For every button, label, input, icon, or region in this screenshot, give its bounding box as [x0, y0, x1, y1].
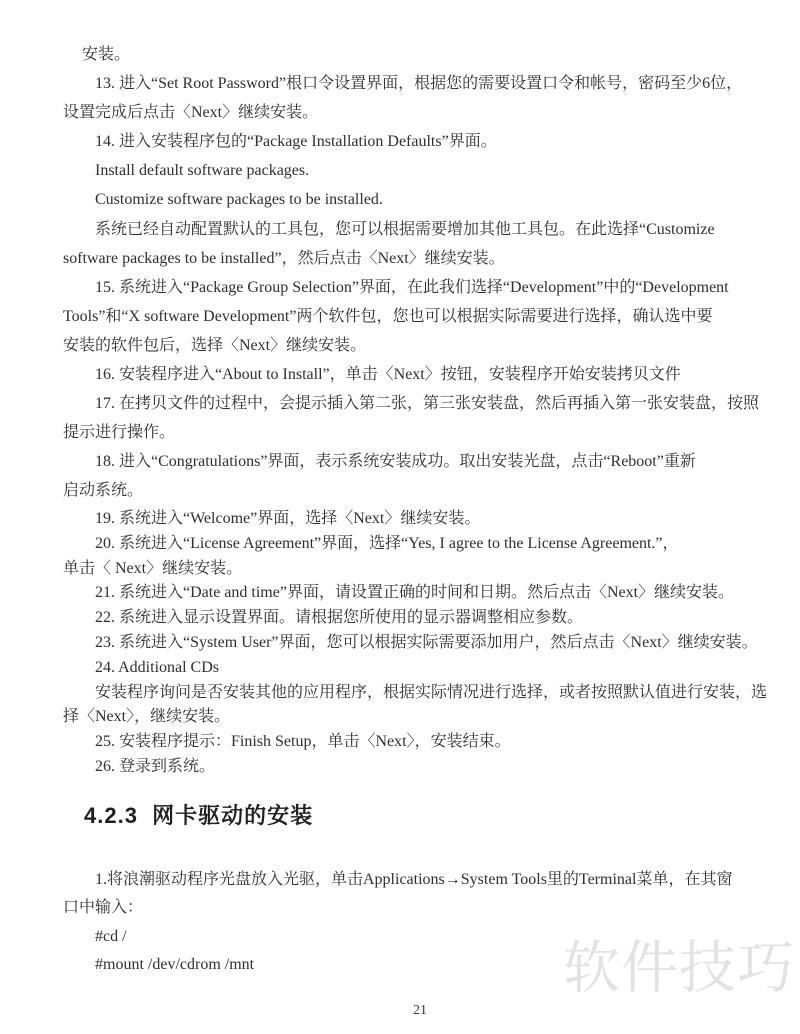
- text-line: 21. 系统进入“Date and time”界面，请设置正确的时间和日期。然后点击〈Next〉继续安装。: [95, 584, 735, 602]
- text-line: 17. 在拷贝文件的过程中，会提示插入第二张，第三张安装盘，然后再插入第一张安装盘，按照: [95, 395, 760, 413]
- text-line: Install default software packages.: [95, 162, 310, 180]
- text-line: 启动系统。: [63, 482, 144, 500]
- text-line: 设置完成后点击〈Next〉继续安装。: [63, 104, 319, 122]
- text-line: 20. 系统进入“License Agreement”界面，选择“Yes, I agree to the License Agreement.”，: [95, 534, 679, 552]
- text-line: 25. 安装程序提示：Finish Setup，单击〈Next〉，安装结束。: [95, 733, 511, 751]
- text-line: 安装。: [82, 46, 131, 63]
- text-line: Tools”和“X software Development”两个软件包，您也可以根据实际需要进行选择，确认选中要: [63, 307, 713, 325]
- text-line: 16. 安装程序进入“About to Install”，单击〈Next〉按钮，安装程序开始安装拷贝文件: [95, 366, 681, 384]
- text-line: 15. 系统进入“Package Group Selection”界面，在此我们选择“Development”中的“Development: [95, 278, 729, 296]
- text-line: 23. 系统进入“System User”界面，您可以根据实际需要添加用户，然后点击〈Next〉继续安装。: [95, 633, 758, 651]
- text-line: 22. 系统进入显示设置界面。请根据您所使用的显示器调整相应参数。: [95, 609, 584, 627]
- text-line: 13. 进入“Set Root Password”根口令设置界面，根据您的需要设置口令和帐号，密码至少6位，: [95, 75, 743, 93]
- text-line: 单击〈 Next〉继续安装。: [63, 559, 243, 577]
- text-line: Customize software packages to be installed.: [95, 191, 383, 209]
- text-line: 26. 登录到系统。: [95, 757, 216, 775]
- section-heading: 4.2.3 网卡驱动的安装: [84, 803, 314, 828]
- text-line: #mount /dev/cdrom /mnt: [95, 955, 255, 973]
- text-line: 安装的软件包后，选择〈Next〉继续安装。: [63, 336, 367, 354]
- text-line: 1.将浪潮驱动程序光盘放入光驱，单击Applications→System Tools里的Terminal菜单，在其窗: [95, 871, 733, 888]
- text-line: 口中输入：: [63, 899, 144, 917]
- text-line: 系统已经自动配置默认的工具包，您可以根据需要增加其他工具包。在此选择“Customize: [95, 220, 715, 238]
- text-line: 安装程序询问是否安装其他的应用程序，根据实际情况进行选择，或者按照默认值进行安装，选: [95, 683, 768, 701]
- text-line: 19. 系统进入“Welcome”界面，选择〈Next〉继续安装。: [95, 510, 481, 527]
- page-number: 21: [413, 1003, 427, 1018]
- text-line: 24. Additional CDs: [95, 658, 220, 676]
- text-line: 提示进行操作。: [63, 424, 176, 442]
- body-text-block-1: [63, 40, 783, 506]
- text-line: 择〈Next〉，继续安装。: [63, 708, 231, 726]
- text-line: #cd /: [95, 927, 127, 945]
- body-text-block-2: [63, 507, 783, 780]
- watermark: 软件技巧: [563, 936, 795, 1000]
- text-line: 18. 进入“Congratulations”界面，表示系统安装成功。取出安装光盘，点击“Reboot”重新: [95, 453, 696, 471]
- text-line: 14. 进入安装程序包的“Package Installation Defaults”界面。: [95, 133, 497, 151]
- text-line: software packages to be installed”，然后点击〈Next〉继续安装。: [63, 249, 505, 267]
